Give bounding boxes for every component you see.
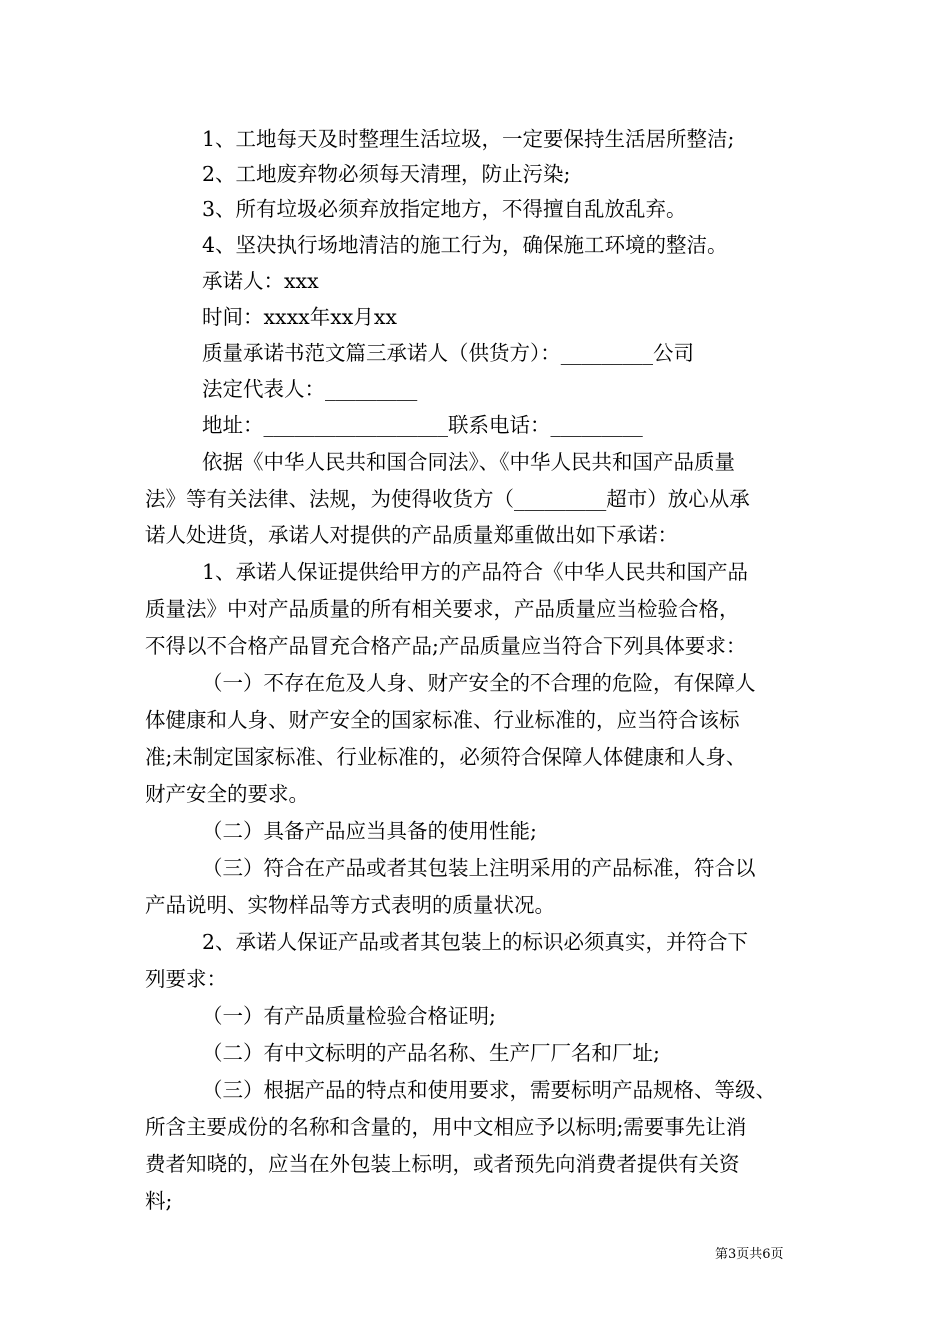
- text-line: 承诺人：xxx: [202, 269, 319, 293]
- text-line: （一）有产品质量检验合格证明;: [202, 1004, 496, 1028]
- text-line: 质量承诺书范文篇三承诺人（供货方）：_________公司: [202, 341, 694, 365]
- text-line: （一）不存在危及人身、财产安全的不合理的危险，有保障人: [202, 671, 756, 695]
- text-line: 财产安全的要求。: [145, 782, 309, 806]
- text-line: 诺人处进货，承诺人对提供的产品质量郑重做出如下承诺：: [145, 523, 678, 547]
- text-line: 1、承诺人保证提供给甲方的产品符合《中华人民共和国产品: [202, 560, 749, 584]
- text-line: 时间：xxxx年xx月xx: [202, 305, 397, 329]
- text-line: 4、坚决执行场地清洁的施工行为，确保施工环境的整洁。: [202, 233, 728, 257]
- text-line: 地址：__________________联系电话：_________: [202, 413, 643, 437]
- text-line: 费者知晓的，应当在外包装上标明，或者预先向消费者提供有关资: [145, 1152, 740, 1176]
- text-line: （三）符合在产品或者其包装上注明采用的产品标准，符合以: [202, 856, 756, 880]
- text-line: 1、工地每天及时整理生活垃圾，一定要保持生活居所整洁;: [202, 127, 735, 151]
- text-line: 2、承诺人保证产品或者其包装上的标识必须真实，并符合下: [202, 930, 749, 954]
- text-line: （三）根据产品的特点和使用要求，需要标明产品规格、等级、: [202, 1078, 776, 1102]
- text-line: 法定代表人：_________: [202, 377, 418, 401]
- text-line: 产品说明、实物样品等方式表明的质量状况。: [145, 893, 555, 917]
- text-line: 料;: [145, 1189, 173, 1213]
- text-line: 不得以不合格产品冒充合格产品;产品质量应当符合下列具体要求：: [145, 634, 747, 658]
- text-line: 2、工地废弃物必须每天清理，防止污染;: [202, 162, 571, 186]
- text-line: 依据《中华人民共和国合同法》、《中华人民共和国产品质量: [202, 450, 735, 474]
- text-line: 所含主要成份的名称和含量的，用中文相应予以标明;需要事先让消: [145, 1115, 747, 1139]
- text-line: （二）具备产品应当具备的使用性能;: [202, 819, 537, 843]
- text-line: 列要求：: [145, 967, 227, 991]
- text-line: 法》等有关法律、法规，为使得收货方（_________超市）放心从承: [145, 487, 750, 511]
- text-line: 体健康和人身、财产安全的国家标准、行业标准的，应当符合该标: [145, 708, 740, 732]
- page-number: 第3页共6页: [715, 1247, 784, 1262]
- text-line: 质量法》中对产品质量的所有相关要求，产品质量应当检验合格，: [145, 597, 740, 621]
- text-line: 3、所有垃圾必须弃放指定地方，不得擅自乱放乱弃。: [202, 197, 687, 221]
- text-line: 准;未制定国家标准、行业标准的，必须符合保障人体健康和人身、: [145, 745, 747, 769]
- text-line: （二）有中文标明的产品名称、生产厂厂名和厂址;: [202, 1041, 660, 1065]
